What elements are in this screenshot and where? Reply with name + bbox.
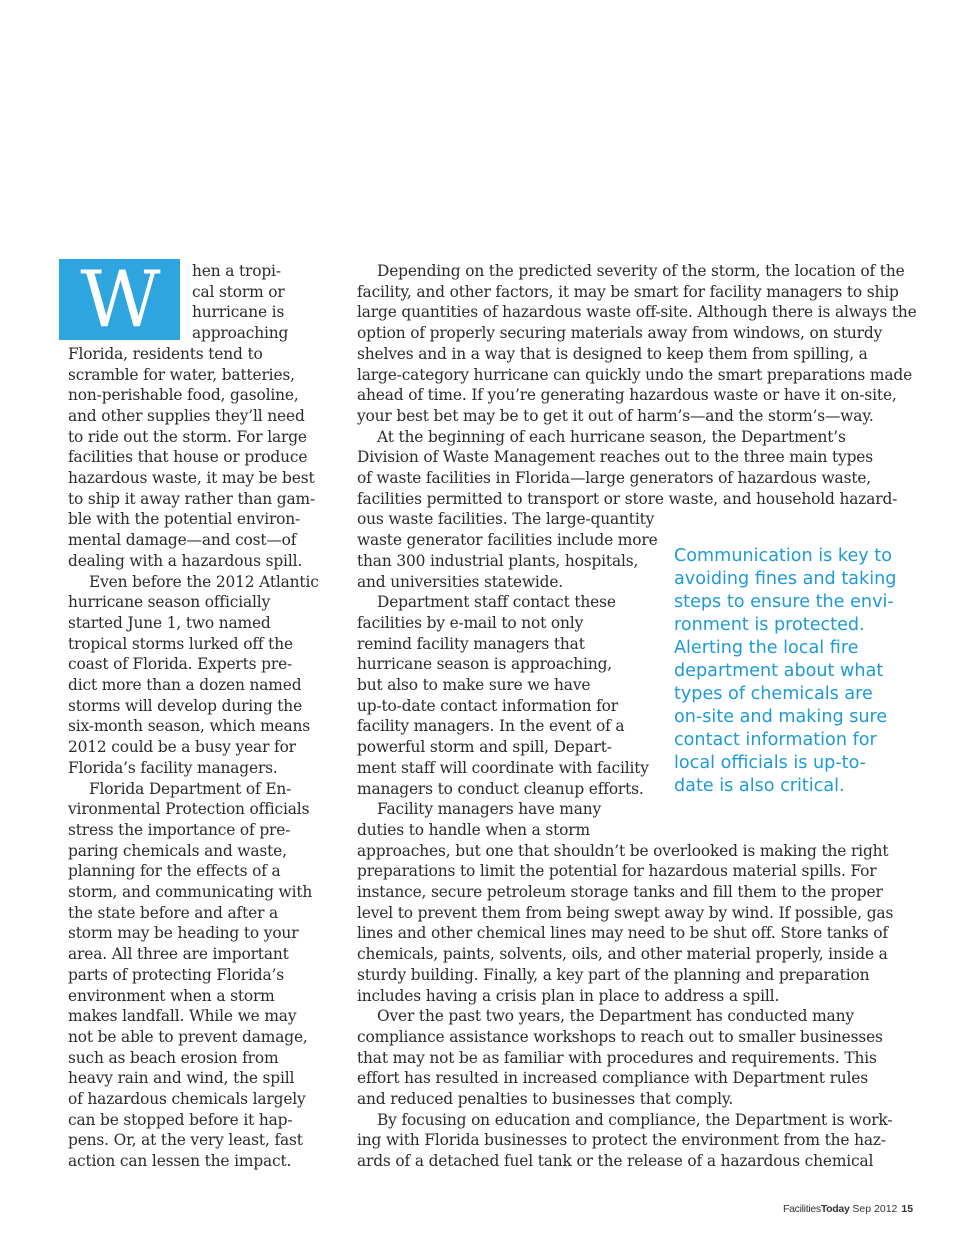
pull-quote-line: types of chemicals are <box>674 684 873 704</box>
text-line: stress the importance of pre- <box>68 820 291 839</box>
text-line: large-category hurricane can quickly undo the smart preparations made <box>357 365 913 384</box>
pull-quote-line: steps to ensure the envi- <box>674 592 894 612</box>
text-line: Florida, residents tend to <box>68 344 263 363</box>
issue-date: Sep 2012 <box>852 1203 898 1215</box>
pull-quote-line: Communication is key to <box>674 546 892 566</box>
text-line: powerful storm and spill, Depart- <box>357 738 612 757</box>
text-line: heavy rain and wind, the spill <box>68 1069 295 1088</box>
text-line: sturdy building. Finally, a key part of the planning and preparation <box>357 965 870 984</box>
text-line: coast of Florida. Experts pre- <box>68 655 293 674</box>
pull-quote-line: local officials is up-to- <box>674 753 867 773</box>
text-line: ous waste facilities. The large-quantity <box>357 510 655 529</box>
text-line: paring chemicals and waste, <box>68 841 287 860</box>
text-line: chemicals, paints, solvents, oils, and other material properly, inside a <box>357 945 888 964</box>
pull-quote-line: contact information for <box>674 730 877 750</box>
text-line: that may not be as familiar with procedures and requirements. This <box>357 1048 877 1067</box>
text-line: includes having a crisis plan in place to address a spill. <box>357 986 780 1005</box>
text-line: effort has resulted in increased compliance with Department rules <box>357 1069 869 1088</box>
text-line: can be stopped before it hap- <box>68 1110 293 1129</box>
text-line: non-perishable food, gasoline, <box>68 386 299 405</box>
text-line: and reduced penalties to businesses that comply. <box>357 1090 734 1108</box>
text-line: remind facility managers that <box>357 634 585 653</box>
text-line: to ride out the storm. For large <box>68 427 307 446</box>
text-line: storm may be heading to your <box>68 924 299 943</box>
text-line: but also to make sure we have <box>357 676 591 694</box>
text-line: large quantities of hazardous waste off-site. Although there is always the <box>357 303 917 322</box>
text-line: instance, secure petroleum storage tanks and fill them to the proper <box>357 883 883 901</box>
text-line: option of properly securing materials away from windows, on sturdy <box>357 324 883 343</box>
text-line: to ship it away rather than gam- <box>68 489 316 508</box>
text-line: Department staff contact these <box>377 593 616 612</box>
text-line: Facility managers have many <box>377 800 602 819</box>
text-line: dict more than a dozen named <box>68 676 302 694</box>
text-line: 2012 could be a busy year for <box>68 738 296 757</box>
text-line: duties to handle when a storm <box>357 820 590 839</box>
publication-name-bold: Today <box>820 1203 850 1215</box>
text-line: started June 1, two named <box>68 613 271 632</box>
text-line: parts of protecting Florida’s <box>68 965 284 984</box>
text-line: managers to conduct cleanup efforts. <box>357 779 644 798</box>
text-line: hurricane is <box>192 303 285 322</box>
pull-quote-line: on-site and making sure <box>674 707 888 727</box>
text-line: such as beach erosion from <box>68 1048 279 1067</box>
text-line: Depending on the predicted severity of the storm, the location of the <box>377 262 905 280</box>
text-line: ble with the potential environ- <box>68 510 301 529</box>
text-line: facility managers. In the event of a <box>357 717 625 736</box>
text-line: storms will develop during the <box>68 696 303 715</box>
drop-cap: W <box>59 259 180 340</box>
pull-quote-line: avoiding fines and taking <box>674 569 897 589</box>
pull-quote-line: ronment is protected. <box>674 615 865 635</box>
text-line: cal storm or <box>192 282 285 301</box>
text-line: planning for the effects of a <box>68 862 281 881</box>
text-line: Division of Waste Management reaches out to the three main types <box>357 448 874 467</box>
text-line: up-to-date contact information for <box>357 696 619 715</box>
text-line: vironmental Protection officials <box>68 800 310 819</box>
text-line: area. All three are important <box>68 945 289 964</box>
publication-name: Facilities <box>783 1203 821 1215</box>
text-line: of waste facilities in Florida—large generators of hazardous waste, <box>357 469 872 487</box>
text-line: hen a tropi- <box>192 262 281 280</box>
text-line: By focusing on education and compliance, the Department is work- <box>377 1110 893 1129</box>
text-line: ahead of time. If you’re generating hazardous waste or have it on-site, <box>357 386 897 405</box>
text-line: level to prevent them from being swept away by wind. If possible, gas <box>357 903 894 922</box>
text-line: Over the past two years, the Department has conducted many <box>377 1007 854 1026</box>
text-line: than 300 industrial plants, hospitals, <box>357 551 639 570</box>
text-line: environment when a storm <box>68 986 275 1005</box>
text-line: the state before and after a <box>68 903 279 922</box>
text-line: hurricane season officially <box>68 593 271 612</box>
text-line: facilities by e-mail to not only <box>357 613 584 632</box>
text-line: approaching <box>192 324 289 343</box>
text-line: waste generator facilities include more <box>357 531 658 550</box>
text-line: dealing with a hazardous spill. <box>68 551 303 570</box>
text-line: compliance assistance workshops to reach out to smaller businesses <box>357 1027 883 1046</box>
text-line: ards of a detached fuel tank or the release of a hazardous chemical <box>357 1152 874 1171</box>
text-line: pens. Or, at the very least, fast <box>68 1131 303 1150</box>
text-line: your best bet may be to get it out of harm’s—and the storm’s—way. <box>357 406 874 425</box>
text-line: approaches, but one that shouldn’t be overlooked is making the right <box>357 841 889 860</box>
pull-quote-line: date is also critical. <box>674 776 845 796</box>
text-line: makes landfall. While we may <box>68 1007 297 1026</box>
pull-quote-line: department about what <box>674 661 884 681</box>
text-line: ment staff will coordinate with facility <box>357 758 649 777</box>
text-line: and other supplies they’ll need <box>68 406 305 425</box>
text-line: mental damage—and cost—of <box>68 531 297 550</box>
text-line: facility, and other factors, it may be smart for facility managers to ship <box>357 282 899 301</box>
text-line: ing with Florida businesses to protect the environment from the haz- <box>357 1131 886 1150</box>
page-footer <box>783 1203 913 1215</box>
text-line: hurricane season is approaching, <box>357 655 613 674</box>
text-line: tropical storms lurked off the <box>68 634 293 653</box>
text-line: At the beginning of each hurricane season, the Department’s <box>377 427 846 446</box>
text-line: Florida Department of En- <box>89 779 292 798</box>
text-line: lines and other chemical lines may need to be shut off. Store tanks of <box>357 924 888 943</box>
text-line: not be able to prevent damage, <box>68 1027 308 1046</box>
text-line: shelves and in a way that is designed to keep them from spilling, a <box>357 344 868 363</box>
text-line: of hazardous chemicals largely <box>68 1090 306 1108</box>
text-line: Florida’s facility managers. <box>68 758 278 777</box>
text-line: hazardous waste, it may be best <box>68 469 315 487</box>
text-line: action can lessen the impact. <box>68 1152 292 1171</box>
text-line: facilities permitted to transport or store waste, and household hazard- <box>357 489 898 508</box>
text-line: and universities statewide. <box>357 572 564 591</box>
text-line: preparations to limit the potential for hazardous material spills. For <box>357 862 877 881</box>
text-line: Even before the 2012 Atlantic <box>89 572 319 591</box>
page-number: 15 <box>901 1203 914 1215</box>
text-line: six-month season, which means <box>68 717 311 736</box>
text-line: facilities that house or produce <box>68 448 308 467</box>
text-line: storm, and communicating with <box>68 883 313 901</box>
pull-quote-line: Alerting the local fire <box>674 638 859 658</box>
text-line: scramble for water, batteries, <box>68 365 295 384</box>
